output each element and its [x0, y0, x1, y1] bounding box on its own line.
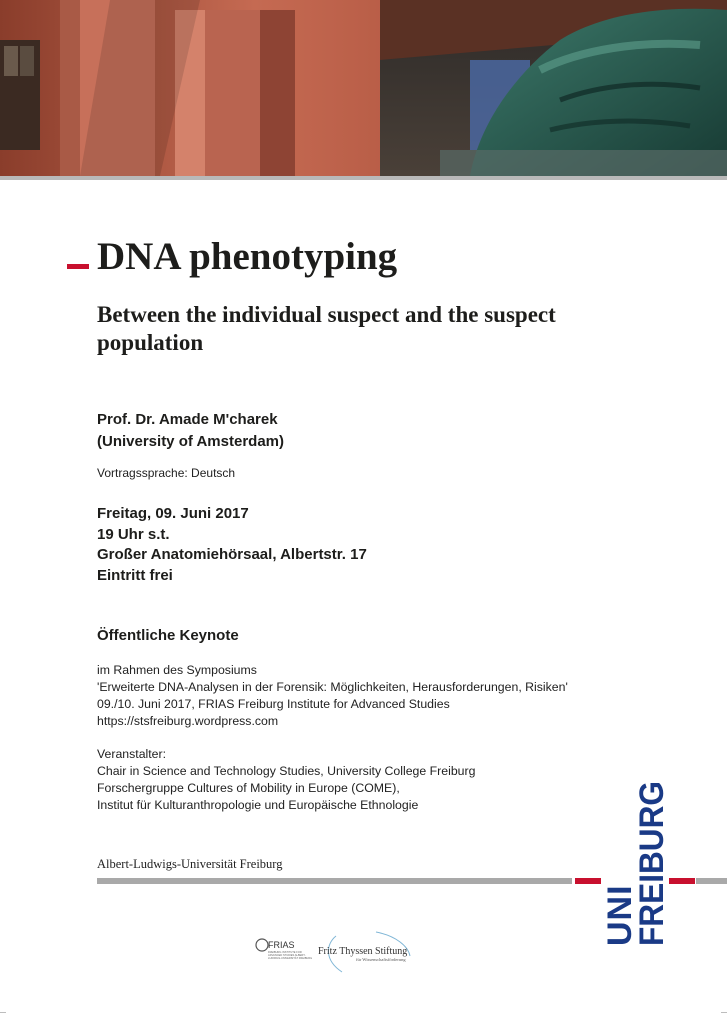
organizer-item: Forschergruppe Cultures of Mobility in Europe (COME),: [97, 781, 400, 795]
logo-text-uni: UNI: [601, 884, 639, 946]
event-details: [97, 504, 367, 586]
frias-logo: [254, 937, 314, 967]
context-line: im Rahmen des Symposiums: [97, 663, 257, 677]
symposium-date-place: 09./10. Juni 2017, FRIAS Freiburg Institute for Advanced Studies: [97, 697, 450, 711]
crop-mark: [0, 1012, 6, 1013]
organizers-heading: Veranstalter:: [97, 747, 167, 761]
poster-subtitle: Between the individual suspect and the suspect population: [97, 302, 556, 355]
organizers-block: [97, 746, 475, 814]
footer-rule-right: [696, 878, 727, 884]
speaker-affiliation: (University of Amsterdam): [97, 433, 284, 450]
thyssen-logo-text: Fritz Thyssen Stiftung: [318, 946, 408, 957]
lecture-language: Vortragssprache: Deutsch: [97, 466, 236, 480]
speaker-name: Prof. Dr. Amade M'charek: [97, 411, 278, 428]
header-divider: [0, 176, 727, 180]
symposium-title: 'Erweiterte DNA-Analysen in der Forensik: Möglichkeiten, Herausforderungen, Risiken': [97, 680, 568, 694]
footer-rule: [97, 878, 572, 884]
frias-logo-caption: FREIBURG INSTITUTE FOR ADVANCED STUDIES ALBERT-LUDWIGS-UNIVERSITÄT FREIBURG: [268, 951, 313, 961]
frias-logo-text: FRIAS: [268, 940, 295, 950]
organizer-item: Institut für Kulturanthropologie und Europäische Ethnologie: [97, 798, 419, 812]
symposium-context: [97, 662, 568, 730]
logo-text-freiburg: FREIBURG: [633, 776, 671, 946]
poster-title: DNA phenotyping: [97, 235, 398, 278]
uni-freiburg-logo: [575, 776, 695, 948]
university-name: Albert-Ludwigs-Universität Freiburg: [97, 857, 283, 871]
event-venue: Großer Anatomiehörsaal, Albertstr. 17: [97, 546, 367, 563]
keynote-heading: Öffentliche Keynote: [97, 627, 239, 644]
organizer-item: Chair in Science and Technology Studies, University College Freiburg: [97, 764, 476, 778]
speaker-block: [97, 409, 284, 453]
fritz-thyssen-logo: [316, 930, 416, 976]
thyssen-logo-tagline: für Wissenschaftsförderung: [356, 957, 406, 962]
symposium-url[interactable]: https://stsfreiburg.wordpress.com: [97, 714, 279, 728]
header-photo: [0, 0, 727, 176]
title-accent-mark: [67, 264, 89, 269]
event-date: Freitag, 09. Juni 2017: [97, 505, 249, 522]
crop-mark: [721, 1012, 727, 1013]
event-time: 19 Uhr s.t.: [97, 525, 170, 543]
event-admission: Eintritt frei: [97, 566, 173, 584]
